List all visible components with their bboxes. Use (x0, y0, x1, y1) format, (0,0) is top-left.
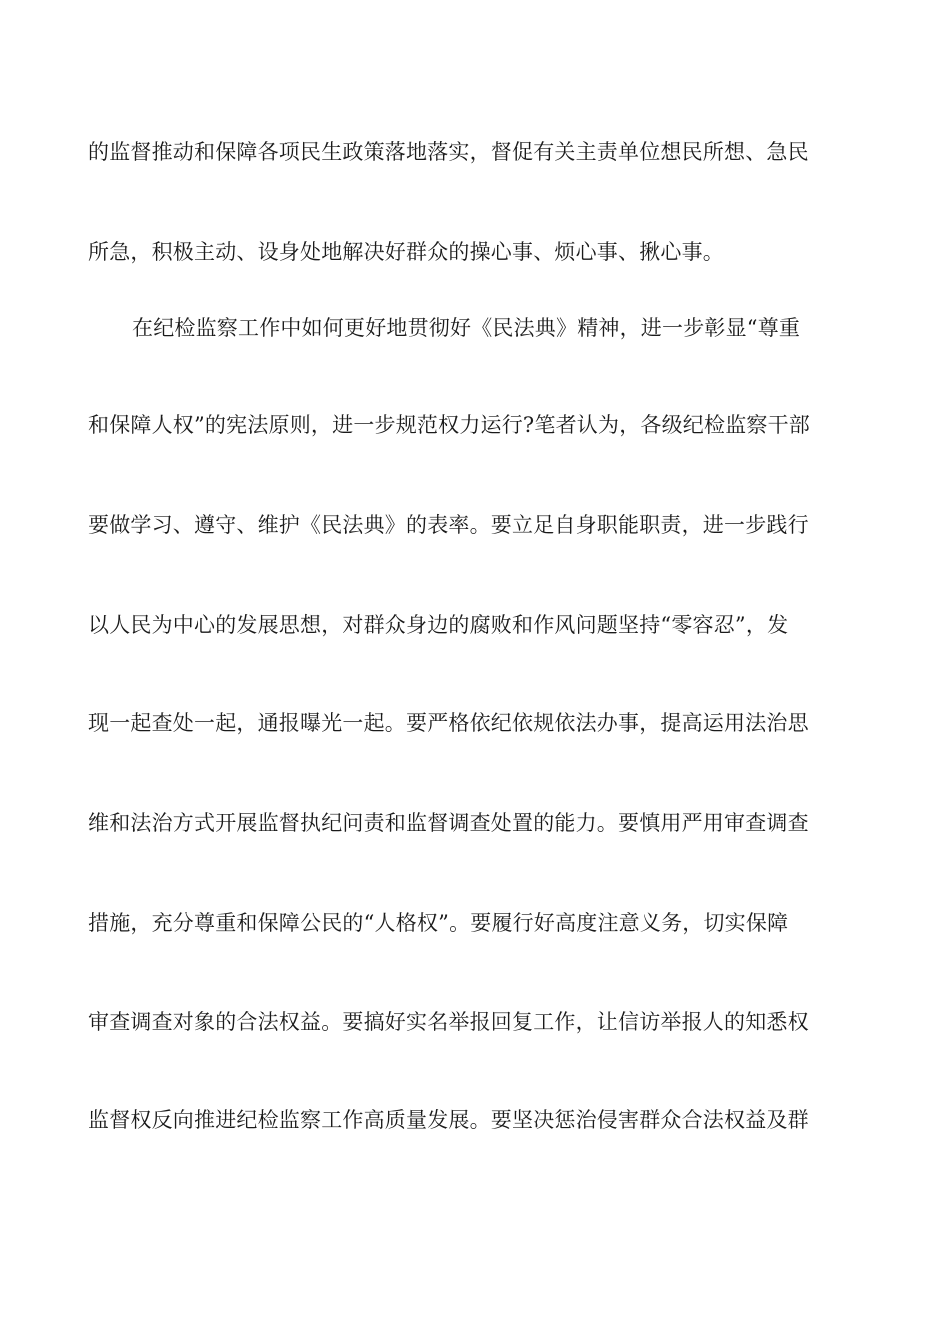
text-line-9: 措施，充分尊重和保障公民的“人格权”。要履行好高度注意义务，切实保障 (88, 911, 789, 935)
text-line-6: 以人民为中心的发展思想，对群众身边的腐败和作风问题坚持“零容忍”，发 (88, 613, 789, 637)
text-line-2: 所急，积极主动、设身处地解决好群众的操心事、烦心事、揪心事。 (88, 240, 724, 264)
text-line-3-paragraph-start: 在纪检监察工作中如何更好地贯彻好《民法典》精神，进一步彰显“尊重 (132, 316, 801, 340)
text-line-5: 要做学习、遵守、维护《民法典》的表率。要立足自身职能职责，进一步践行 (88, 513, 809, 537)
text-line-8: 维和法治方式开展监督执纪问责和监督调查处置的能力。要慎用严用审查调查 (88, 811, 809, 835)
text-line-10: 审查调查对象的合法权益。要搞好实名举报回复工作，让信访举报人的知悉权 (88, 1010, 809, 1034)
text-line-1: 的监督推动和保障各项民生政策落地落实，督促有关主责单位想民所想、急民 (88, 140, 809, 164)
text-line-11: 监督权反向推进纪检监察工作高质量发展。要坚决惩治侵害群众合法权益及群 (88, 1108, 809, 1132)
text-line-7: 现一起查处一起，通报曝光一起。要严格依纪依规依法办事，提高运用法治思 (88, 711, 809, 735)
text-line-4: 和保障人权”的宪法原则，进一步规范权力运行?笔者认为，各级纪检监察干部 (88, 413, 810, 437)
